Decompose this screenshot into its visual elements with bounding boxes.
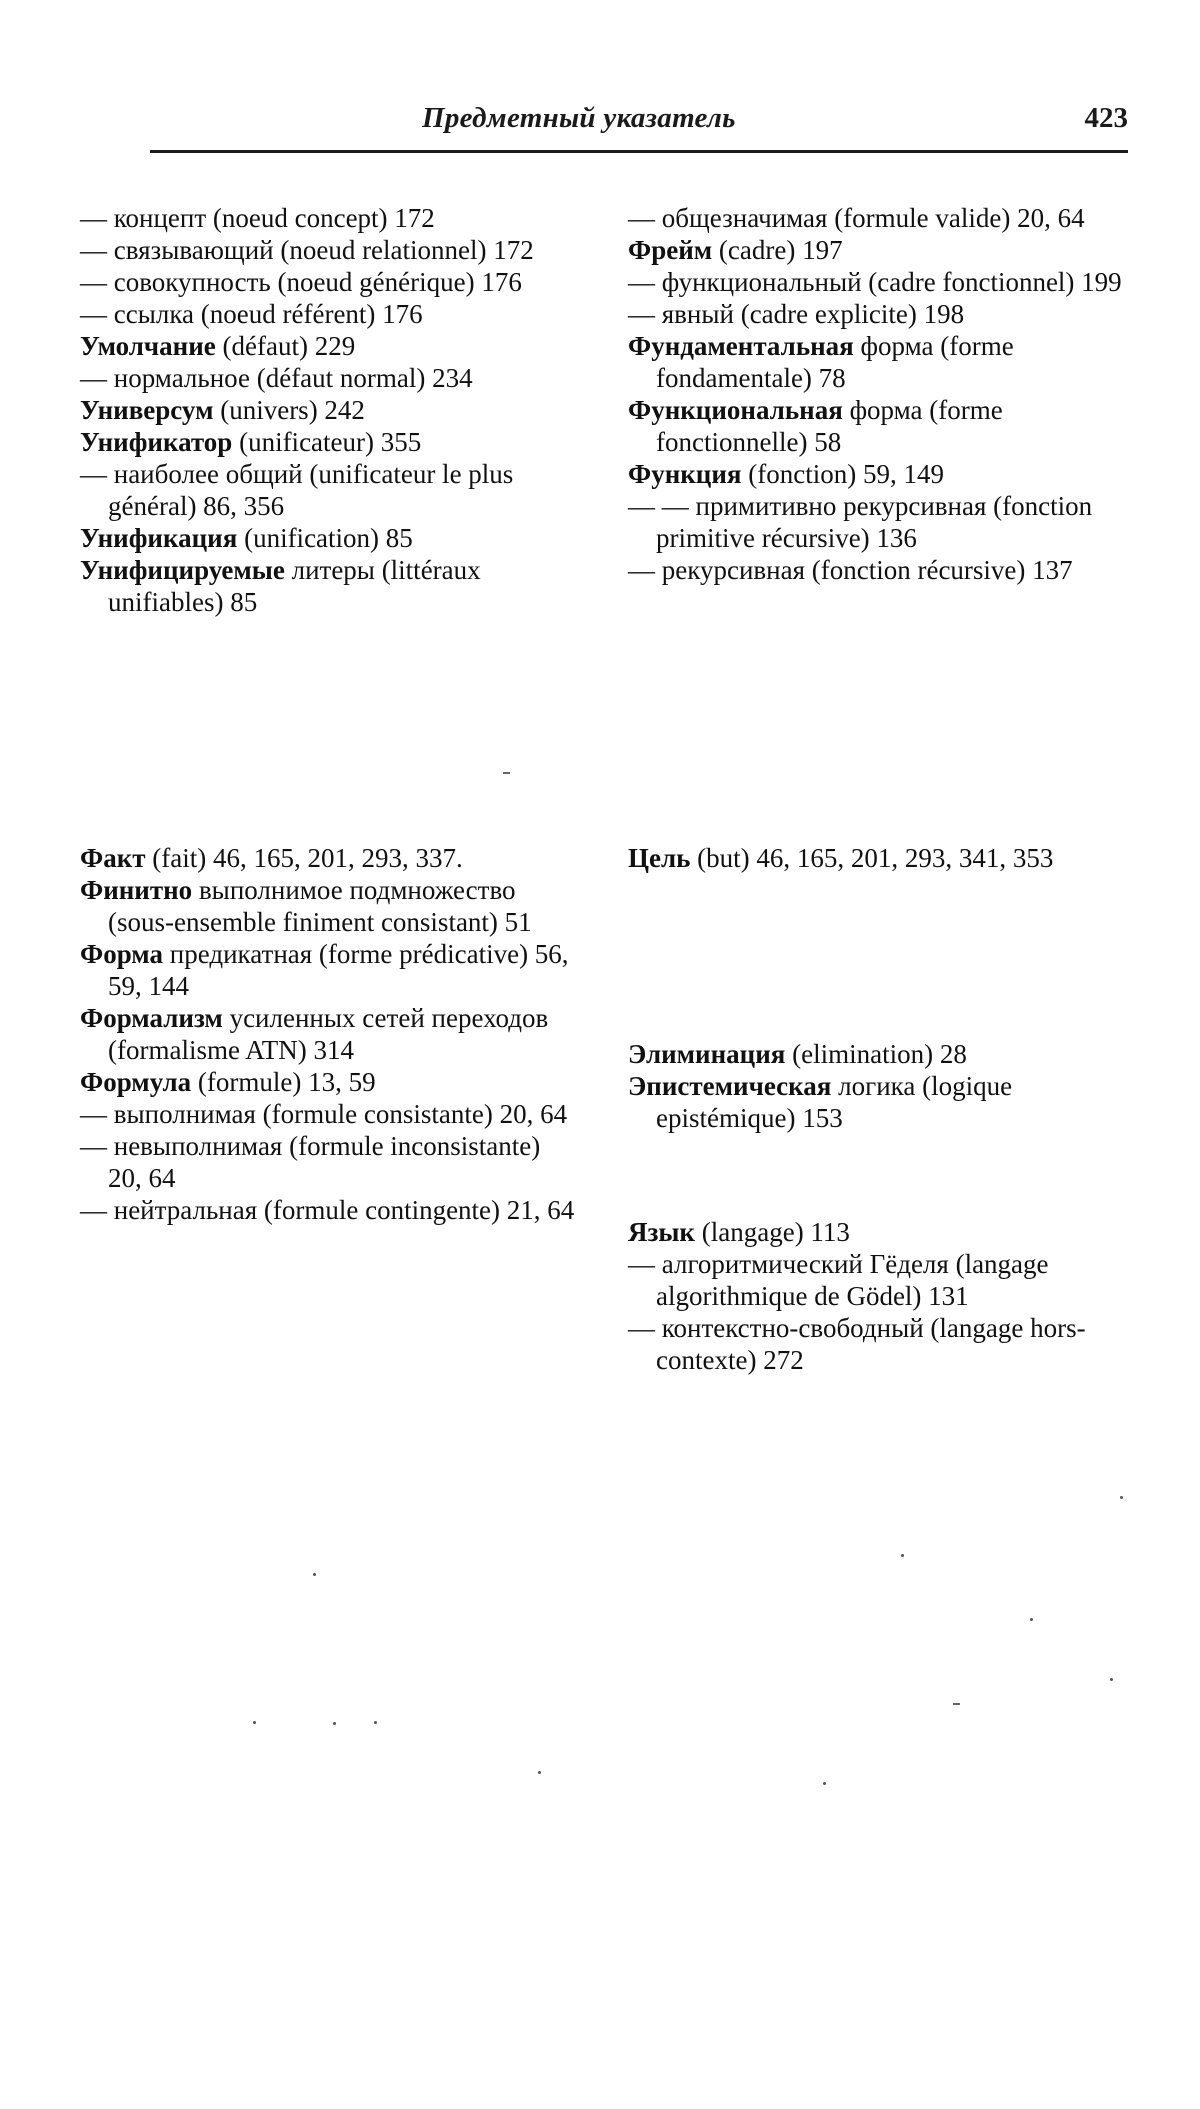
index-entry: Цель (but) 46, 165, 201, 293, 341, 353 [628,843,1054,873]
index-entry: — рекурсивная (fonction récursive) 137 [628,555,1073,585]
index-entry: — контекстно-свободный (langage hors-contexte) 272 [628,1313,1086,1375]
index-entry: — связывающий (noeud relationnel) 172 [80,235,534,265]
right-section-e-entries [628,1038,1133,1134]
right-section-ya-entries [628,1216,1133,1376]
index-entry: Фрейм (cadre) 197 [628,235,843,265]
index-entry: Умолчание (défaut) 229 [80,331,356,361]
index-entry: — нейтральная (formule contingente) 21, 64 [80,1195,575,1225]
scan-speck [538,1771,541,1774]
scan-speck [953,1703,960,1705]
running-title: Предметный указатель [422,102,736,134]
scan-speck [503,772,510,774]
index-entry: Форма предикатная (forme prédicative) 56, 59, 144 [80,939,569,1001]
scan-speck [1030,1618,1033,1621]
index-entry: — концепт (noeud concept) 172 [80,203,435,233]
page-header [150,102,1128,140]
scan-speck [374,1721,377,1724]
index-entry: — — примитивно рекурсивная (fonction primitive récursive) 136 [628,491,1093,553]
index-entry: — общезначимая (formule valide) 20, 64 [628,203,1085,233]
index-entry: Факт (fait) 46, 165, 201, 293, 337. [80,843,463,873]
page-number: 423 [1084,102,1128,134]
index-entry: Унификатор (unificateur) 355 [80,427,422,457]
index-entry: Фундаментальная форма (forme fondamentale) 78 [628,331,1014,393]
index-entry: — функциональный (cadre fonctionnel) 199 [628,267,1122,297]
index-entry: Унифицируемые литеры (littéraux unifiables) 85 [80,555,481,617]
index-entry: — наиболее общий (unificateur le plus général) 86, 356 [80,459,514,521]
index-entry: Язык (langage) 113 [628,1217,850,1247]
index-entry: Эпистемическая логика (logique epistémique) 153 [628,1071,1013,1133]
scan-speck [313,1573,316,1576]
scan-speck [823,1782,826,1785]
right-section-ts-entries [628,842,1133,874]
index-entry: — выполнимая (formule consistante) 20, 64 [80,1099,568,1129]
left-section-u-entries [80,202,580,618]
index-entry: Финитно выполнимое подмножество (sous-ensemble finiment consistant) 51 [80,875,532,937]
index-entry: — явный (cadre explicite) 198 [628,299,965,329]
index-entry: Универсум (univers) 242 [80,395,365,425]
index-entry: Функциональная форма (forme fonctionnelle) 58 [628,395,1003,457]
right-section-f-entries [628,202,1133,586]
index-entry: — совокупность (noeud générique) 176 [80,267,522,297]
scan-speck [253,1721,256,1724]
left-section-f-entries [80,842,580,1226]
scan-speck [1120,1496,1123,1499]
index-entry: — нормальное (défaut normal) 234 [80,363,473,393]
index-entry: — алгоритмический Гёделя (langage algorithmique de Gödel) 131 [628,1249,1049,1311]
index-entry: Элиминация (elimination) 28 [628,1039,967,1069]
index-entry: Унификация (unification) 85 [80,523,413,553]
scan-speck [333,1722,336,1725]
index-entry: Формула (formule) 13, 59 [80,1067,376,1097]
header-rule [150,150,1128,153]
index-entry: Формализм усиленных сетей переходов (formalisme ATN) 314 [80,1003,549,1065]
index-entry: — невыполнимая (formule inconsistante) 20, 64 [80,1131,541,1193]
scan-speck [1110,1678,1113,1681]
scan-speck [901,1554,904,1557]
index-entry: — ссылка (noeud référent) 176 [80,299,423,329]
index-entry: Функция (fonction) 59, 149 [628,459,944,489]
